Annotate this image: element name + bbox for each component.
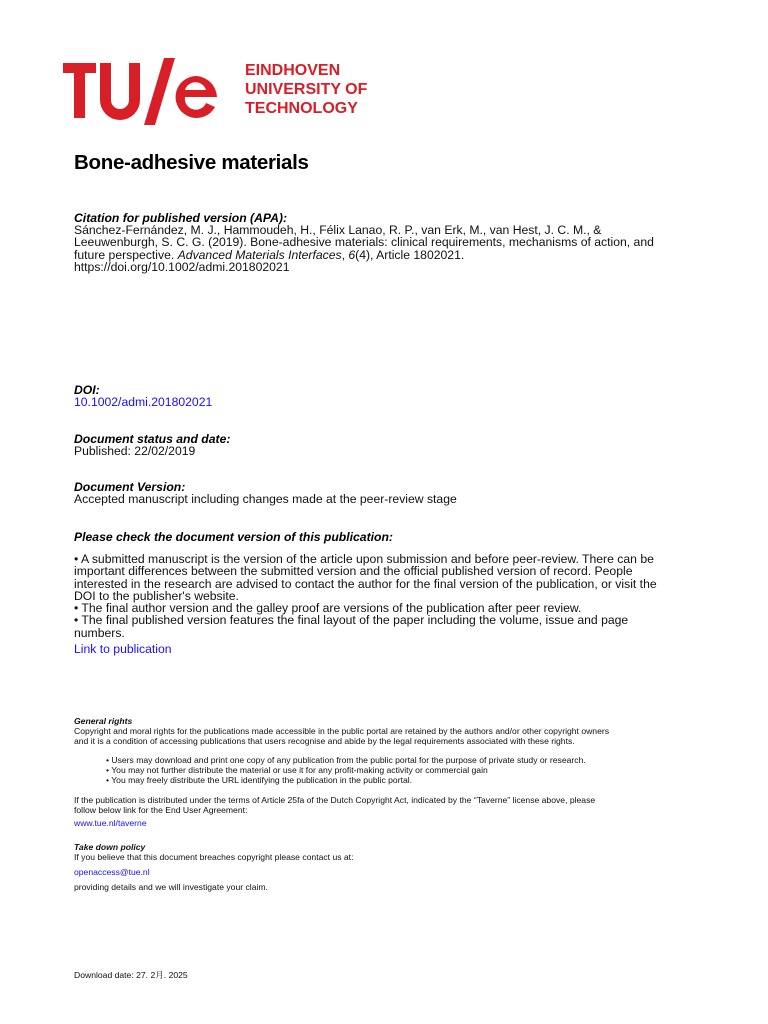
rights-bullet-2: • You may not further distribute the material or use it for any profit-making activity or commercial gain	[106, 765, 488, 775]
openaccess-email-link[interactable]: openaccess@tue.nl	[74, 867, 150, 877]
check-line-4: DOI to the publisher's website.	[74, 588, 239, 603]
general-rights-line-2: and it is a condition of accessing publications that users recognise and abide by the legal requirements associated with these rights.	[74, 736, 575, 746]
general-rights-label: General rights	[74, 716, 133, 726]
status-value: Published: 22/02/2019	[74, 444, 196, 458]
check-line-3: interested in the research are advised to contact the author for the final version of the publication, or visit the	[74, 576, 657, 591]
general-rights-section	[74, 716, 609, 746]
check-line-1: • A submitted manuscript is the version of the article upon submission and before peer-review. There can be	[74, 552, 654, 566]
logo-line1: EINDHOVEN	[245, 62, 341, 79]
doi-label: DOI:	[74, 383, 100, 397]
doi-section	[74, 384, 212, 409]
download-date: Download date: 27. 2月. 2025	[74, 970, 188, 980]
page-title: Bone-adhesive materials	[74, 151, 309, 174]
citation-block	[74, 212, 704, 273]
taverne-link[interactable]: www.tue.nl/taverne	[74, 818, 147, 828]
tue-logo	[63, 55, 393, 125]
citation-line-3-post: (4), Article 1802021.	[355, 247, 465, 262]
citation-line-1: Sánchez-Fernández, M. J., Hammoudeh, H., Félix Lanao, R. P., van Erk, M., van Hest, J. C. M., &	[74, 223, 602, 237]
logo-line3: TECHNOLOGY	[245, 100, 358, 117]
check-line-6: • The final published version features the final layout of the paper including the volume, issue and page	[74, 613, 629, 628]
logo-line2: UNIVERSITY OF	[245, 81, 368, 98]
taverne-line-1: If the publication is distributed under the terms of Article 25fa of the Dutch Copyright Act, indicated by the “Taverne” license above, please	[74, 795, 596, 805]
check-label: Please check the document version of this publication:	[74, 530, 393, 544]
citation-line-2: Leeuwenburgh, S. C. G. (2019). Bone-adhesive materials: clinical requirements, mechanisms of action, and	[74, 235, 654, 250]
version-value: Accepted manuscript including changes made at the peer-review stage	[74, 492, 457, 506]
check-line-2: important differences between the submitted version and the official published version of record. People	[74, 564, 633, 579]
takedown-line-1: If you believe that this document breaches copyright please contact us at:	[74, 852, 354, 862]
status-section	[74, 433, 230, 457]
citation-journal: Advanced Materials Interfaces	[177, 247, 342, 262]
citation-line-3-pre: future perspective.	[74, 247, 178, 262]
takedown-line-2: providing details and we will investigate your claim.	[74, 882, 268, 892]
link-to-publication[interactable]: Link to publication	[74, 642, 172, 656]
rights-bullet-1: • Users may download and print one copy of any publication from the public portal for the purpose of private study or research.	[106, 755, 586, 765]
citation-sep: ,	[341, 247, 349, 262]
check-line-5: • The final author version and the galley proof are versions of the publication after peer review.	[74, 601, 582, 616]
citation-volume: 6	[348, 247, 356, 262]
doi-link[interactable]: 10.1002/admi.201802021	[74, 395, 213, 409]
general-rights-line-1: Copyright and moral rights for the publications made accessible in the public portal are retained by the authors and/or other copyright owners	[74, 726, 610, 736]
rights-bullets	[106, 755, 586, 785]
rights-bullet-3: • You may freely distribute the URL identifying the publication in the public portal.	[106, 775, 413, 785]
check-text	[74, 553, 704, 639]
takedown-section	[74, 842, 353, 862]
takedown-label: Take down policy	[74, 842, 146, 852]
citation-doi-url: https://doi.org/10.1002/admi.201802021	[74, 259, 290, 274]
citation-label: Citation for published version (APA):	[74, 211, 288, 225]
version-section	[74, 481, 457, 505]
status-label: Document status and date:	[74, 432, 231, 446]
taverne-line-2: follow below link for the End User Agreement:	[74, 805, 248, 815]
version-label: Document Version:	[74, 480, 186, 494]
taverne-section	[74, 795, 595, 815]
check-line-7: numbers.	[74, 625, 125, 640]
